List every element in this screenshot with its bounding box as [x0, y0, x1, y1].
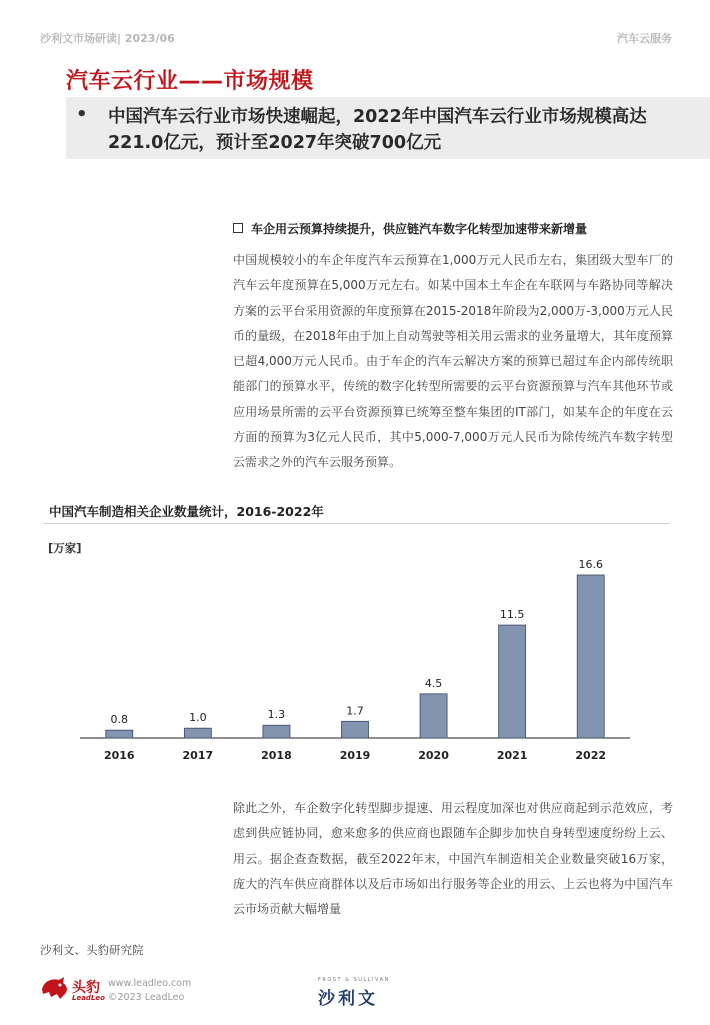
data-label-2016: 0.8	[110, 713, 129, 727]
leopard-logo-icon	[40, 975, 70, 1001]
data-label-2020: 4.5	[424, 676, 443, 690]
chart-title: 中国汽车制造相关企业数量统计，2016-2022年	[49, 504, 324, 519]
website-link[interactable]: www.leadleo.com	[108, 978, 192, 989]
brand-logo: 沙利文	[318, 989, 378, 1009]
page-title: 汽车云行业——市场规模	[66, 69, 314, 94]
bar-2017	[184, 728, 211, 738]
data-label-2021: 11.5	[499, 608, 525, 622]
bar-2016	[106, 730, 133, 738]
bar-2019	[342, 721, 369, 738]
data-label-2018: 1.3	[267, 708, 286, 722]
subtitle-bullet: •	[76, 104, 88, 125]
bar-2018	[263, 725, 290, 738]
x-tick-2022: 2022	[575, 749, 607, 762]
source-note: 沙利文、头豹研究院	[40, 943, 144, 957]
x-tick-2017: 2017	[182, 749, 214, 762]
data-label-2017: 1.0	[189, 711, 207, 725]
section-heading-text: 车企用云预算持续提升，供应链汽车数字化转型加速带来新增量	[251, 222, 588, 236]
header-right: 汽车云服务	[617, 32, 672, 45]
header-left: 沙利文市场研读| 2023/06	[40, 32, 175, 45]
x-tick-2019: 2019	[339, 749, 371, 762]
x-tick-2018: 2018	[261, 749, 292, 762]
chart-unit-label: [万家]	[48, 541, 82, 555]
x-tick-2021: 2021	[496, 749, 528, 762]
subtitle-text: 中国汽车云行业市场快速崛起，2022年中国汽车云行业市场规模高达221.0亿元，预计至2027年突破700亿元	[108, 107, 647, 153]
bar-2022	[577, 575, 604, 738]
x-tick-2020: 2020	[418, 749, 449, 762]
data-label-2019: 1.7	[346, 704, 364, 718]
copyright: ©2023 LeadLeo	[108, 992, 185, 1003]
paragraph-suppliers: 除此之外，车企数字化转型脚步提速、用云程度加深也对供应商起到示范效应，考虑到供应链协同，愈来愈多的供应商也跟随车企脚步加快自身转型速度纷纷上云、用云。据企查查数据，截至2022年末，中国汽车制造相关企业数量突破16万家，庞大的汽车供应商群体以及后市场如出行服务等企业的用云、上云也将为中国汽车云市场贡献大幅增量	[233, 801, 673, 917]
logo-subtext: LeadLeo	[72, 994, 105, 1002]
bar-2021	[499, 625, 526, 738]
brand-tagline: FROST & SULLIVAN	[318, 977, 390, 983]
bar-2020	[420, 694, 447, 738]
data-label-2022: 16.6	[578, 558, 603, 571]
paragraph-budget: 中国规模较小的车企年度汽车云预算在1,000万元人民币左右，集团级大型车厂的汽车云年度预算在5,000万元左右。如某中国本土车企在车联网与车路协同等解决方案的云平台采用资源的年度预算在2015-2018年阶段为2,000万-3,000万元人民币的量级，在2018年由于加上自动驾驶等相关用云需求的业务量增大，其年度预算已超4,000万元人民币。由于车企的汽车云解决方案的预算已超过车企内部传统职能部门的预算水平，传统的数字化转型所需要的云平台资源预算与汽车其他环节或应用场景所需的云平台资源预算已统筹至整车集团的IT部门，如某车企的年度在云方面的预算为3亿元人民币，其中5,000-7,000万元人民币为除传统汽车数字转型云需求之外的汽车云服务预算。	[233, 253, 673, 470]
logo-text: 头豹	[72, 980, 100, 996]
x-tick-2016: 2016	[103, 749, 135, 762]
